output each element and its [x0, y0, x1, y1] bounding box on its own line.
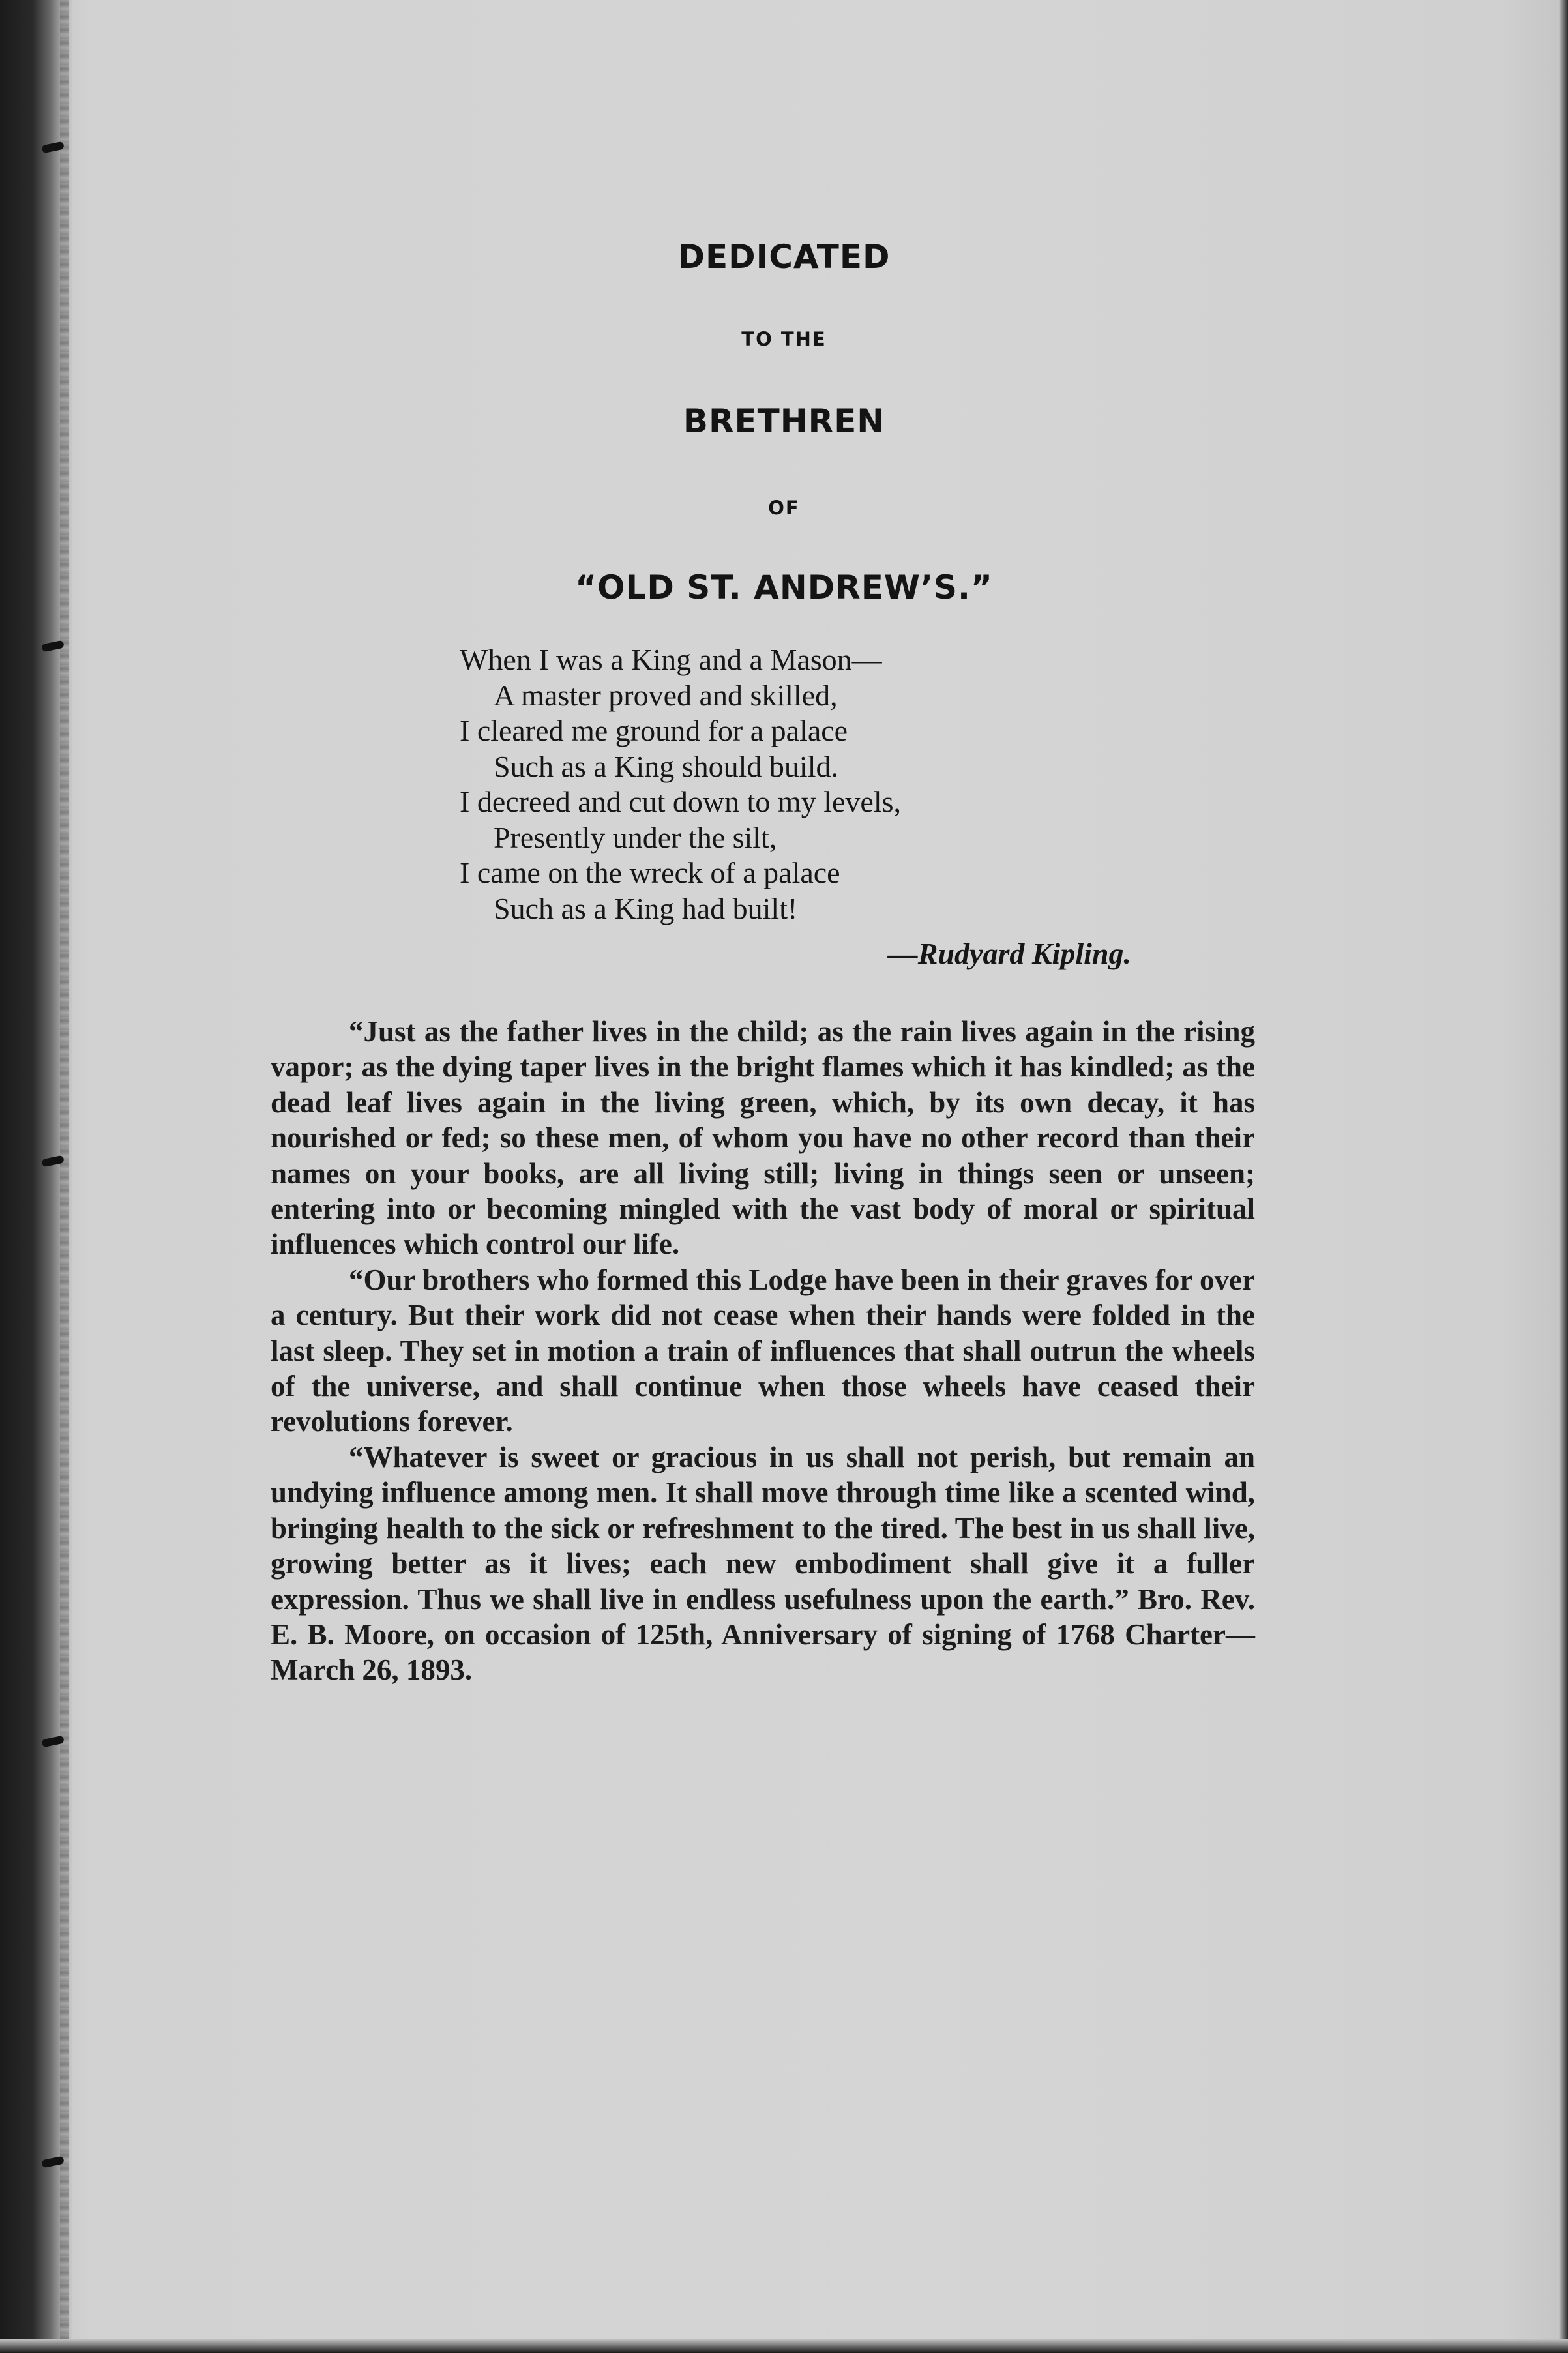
- dedication-lodge-name: “OLD ST. ANDREW’S.”: [575, 569, 993, 606]
- poem-line: When I was a King and a Mason—: [460, 643, 882, 676]
- poem-line: Presently under the silt,: [494, 820, 777, 854]
- poem-line: Such as a King had built!: [494, 891, 798, 925]
- page-bottom-edge: [0, 2339, 1568, 2353]
- quotation-paragraph: “Our brothers who formed this Lodge have been in their graves for over a century. But their work did not cease when their hands were folded in the last sleep. They set in motion a train of influences that shall outrun the wheels of the universe, and shall continue when those wheels have ceased their revolutions forever.: [271, 1263, 1255, 1438]
- poem-attribution: —Rudyard Kipling.: [887, 937, 1131, 970]
- poem-line: I decreed and cut down to my levels,: [460, 785, 901, 818]
- dedication-title: DEDICATED: [677, 238, 891, 276]
- poem-line: I cleared me ground for a palace: [460, 714, 848, 747]
- dedication-brethren: BRETHREN: [683, 402, 885, 440]
- poem-line: Such as a King should build.: [494, 749, 838, 783]
- dedication-to-the: TO THE: [741, 328, 827, 350]
- quotation-block: [271, 1014, 1255, 1688]
- quotation-paragraph: “Whatever is sweet or gracious in us shall not perish, but remain an undying influence among men. It shall move through time like a scented wind, bringing health to the sick or refreshment to the tired. The best in us shall live, growing better as it lives; each new embodiment shall give it a fuller expression. Thus we shall live in endless usefulness upon the earth.” Bro. Rev. E. B. Moore, on occasion of 125th, Anniversary of signing of 1768 Charter—March 26, 1893.: [271, 1440, 1255, 1687]
- quotation-paragraph: “Just as the father lives in the child; as the rain lives again in the rising vapor; as the dying taper lives in the bright flames which it has kindled; as the dead leaf lives again in the living green, which, by its own decay, it has nourished or fed; so these men, of whom you have no other record than their names on your books, are all living still; living in things seen or unseen; entering into or becoming mingled with the vast body of moral or spiritual influences which control our life.: [271, 1015, 1255, 1261]
- dedication-of: OF: [768, 497, 800, 519]
- binding-edge: [60, 0, 69, 2353]
- poem-line: A master proved and skilled,: [494, 678, 838, 712]
- poem-stanza: [460, 642, 1275, 926]
- poem-line: I came on the wreck of a palace: [460, 856, 840, 889]
- page-right-edge: [1559, 0, 1568, 2353]
